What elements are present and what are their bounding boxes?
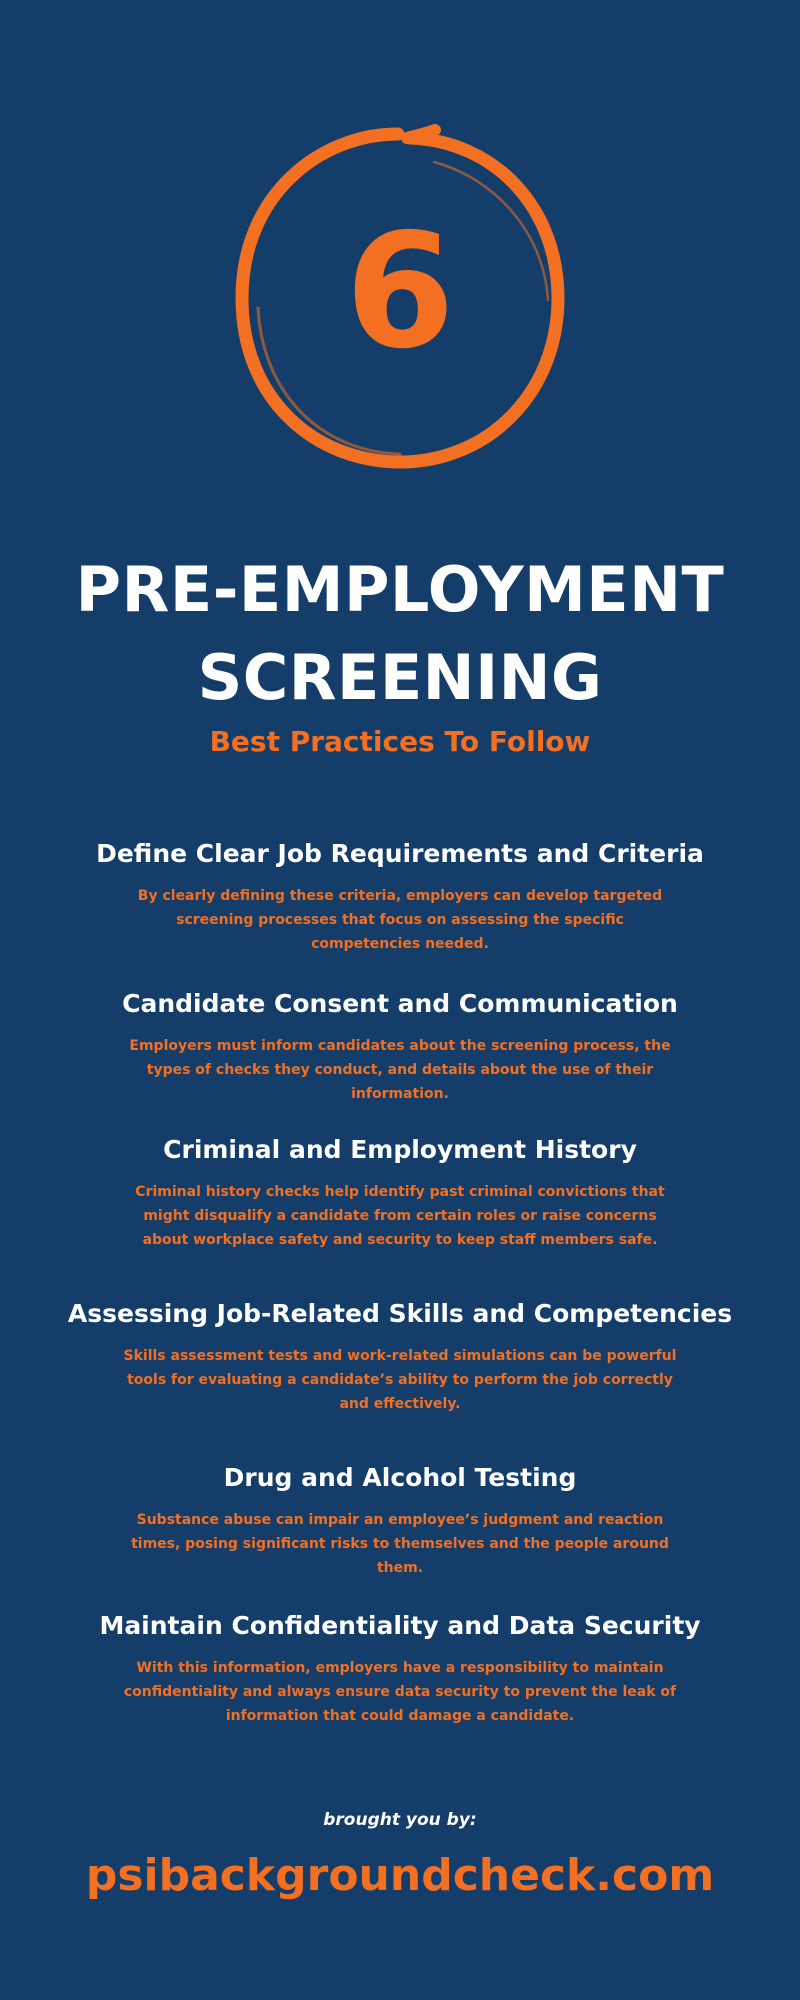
section-body: Skills assessment tests and work-related simulations can be powerful tools for evaluating a candidate’s ability to perform the job correctly and effectively. <box>123 1348 677 1412</box>
section-1 <box>0 838 800 956</box>
section-body: Criminal history checks help identify past criminal convictions that might disqualify a candidate from certain roles or raise concerns about workplace safety and security to keep staff members safe. <box>135 1184 665 1248</box>
subtitle: Best Practices To Follow <box>209 725 591 758</box>
brought-by-label: brought you by: <box>323 1810 477 1830</box>
section-heading: Maintain Confidentiality and Data Security <box>99 1611 701 1640</box>
section-3 <box>0 1134 800 1252</box>
section-body: With this information, employers have a responsibility to maintain confidentiality and always ensure data security to prevent the leak of information that could damage a candidate. <box>123 1660 677 1724</box>
main-title-line-1: PRE-EMPLOYMENT <box>75 553 725 626</box>
section-body: Employers must inform candidates about the screening process, the types of checks they conduct, and details about the use of their information. <box>129 1038 671 1102</box>
section-heading: Candidate Consent and Communication <box>122 989 678 1018</box>
section-heading: Criminal and Employment History <box>163 1135 637 1164</box>
section-5 <box>0 1462 800 1580</box>
main-title <box>0 546 800 722</box>
main-title-line-2: SCREENING <box>197 641 603 714</box>
hero <box>0 112 800 484</box>
section-4 <box>0 1298 800 1416</box>
hero-number: 6 <box>345 200 455 384</box>
section-2 <box>0 988 800 1106</box>
hand-drawn-circle-icon <box>214 112 586 484</box>
section-body: By clearly defining these criteria, employers can develop targeted screening processes that focus on assessing the specific competencies needed. <box>137 888 663 952</box>
section-heading: Drug and Alcohol Testing <box>223 1463 577 1492</box>
section-body: Substance abuse can impair an employee’s judgment and reaction times, posing significant risks to themselves and the people around them. <box>131 1512 669 1576</box>
section-heading: Define Clear Job Requirements and Criteria <box>96 839 704 868</box>
site-url[interactable]: psibackgroundcheck.com <box>85 1850 715 1901</box>
section-heading: Assessing Job-Related Skills and Competencies <box>67 1299 733 1328</box>
section-6 <box>0 1610 800 1728</box>
